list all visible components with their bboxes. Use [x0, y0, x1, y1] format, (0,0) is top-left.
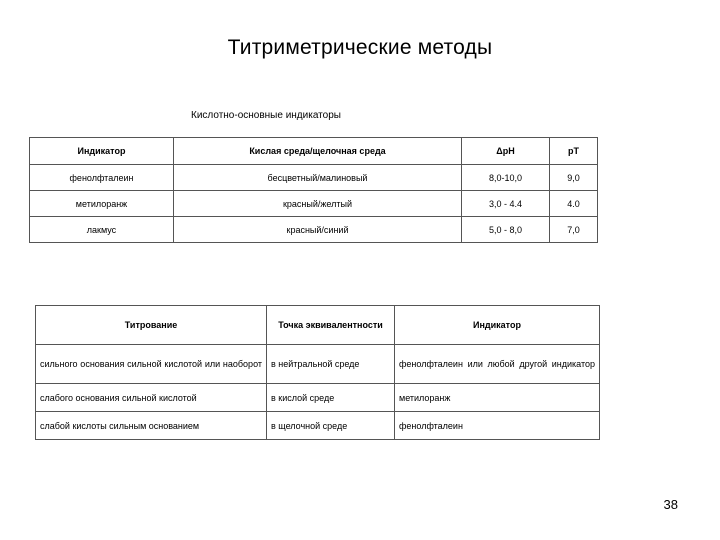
cell-pt: 7,0: [550, 217, 598, 243]
slide-title: Титриметрические методы: [227, 36, 493, 59]
cell-delta-ph: 3,0 - 4.4: [462, 191, 550, 217]
header-titration: Титрование: [36, 306, 267, 345]
table-row: [30, 191, 598, 217]
table-row: [36, 412, 600, 440]
table-row: [36, 345, 600, 384]
cell-equivalence-point: в кислой среде: [267, 384, 395, 412]
header-pt: pT: [550, 138, 598, 165]
cell-delta-ph: 5,0 - 8,0: [462, 217, 550, 243]
cell-indicator: метилоранж: [395, 384, 600, 412]
cell-medium: красный/желтый: [174, 191, 462, 217]
header-delta-ph: ΔpH: [462, 138, 550, 165]
cell-indicator: фенолфталеин: [395, 412, 600, 440]
cell-medium: бесцветный/малиновый: [174, 165, 462, 191]
table-header-row: [36, 306, 600, 345]
cell-pt: 9,0: [550, 165, 598, 191]
header-equivalence-point: Точка эквивалентности: [267, 306, 395, 345]
cell-titration: сильного основания сильной кислотой или наоборот: [36, 345, 267, 384]
cell-indicator: лакмус: [30, 217, 174, 243]
cell-indicator: фенолфталеин или любой другой индикатор: [395, 345, 600, 384]
header-medium: Кислая среда/щелочная среда: [174, 138, 462, 165]
page-number: 38: [663, 497, 678, 512]
cell-delta-ph: 8,0-10,0: [462, 165, 550, 191]
table-header-row: [30, 138, 598, 165]
cell-equivalence-point: в нейтральной среде: [267, 345, 395, 384]
cell-medium: красный/синий: [174, 217, 462, 243]
table-row: [36, 384, 600, 412]
cell-titration: слабой кислоты сильным основанием: [36, 412, 267, 440]
indicators-table-caption: Кислотно-основные индикаторы: [191, 110, 341, 121]
table-row: [30, 217, 598, 243]
cell-indicator: фенолфталеин: [30, 165, 174, 191]
cell-pt: 4.0: [550, 191, 598, 217]
cell-equivalence-point: в щелочной среде: [267, 412, 395, 440]
table-row: [30, 165, 598, 191]
header-indicator: Индикатор: [395, 306, 600, 345]
indicators-table: [29, 137, 598, 243]
titration-table: [35, 305, 600, 440]
header-indicator: Индикатор: [30, 138, 174, 165]
cell-indicator: метилоранж: [30, 191, 174, 217]
cell-titration: слабого основания сильной кислотой: [36, 384, 267, 412]
